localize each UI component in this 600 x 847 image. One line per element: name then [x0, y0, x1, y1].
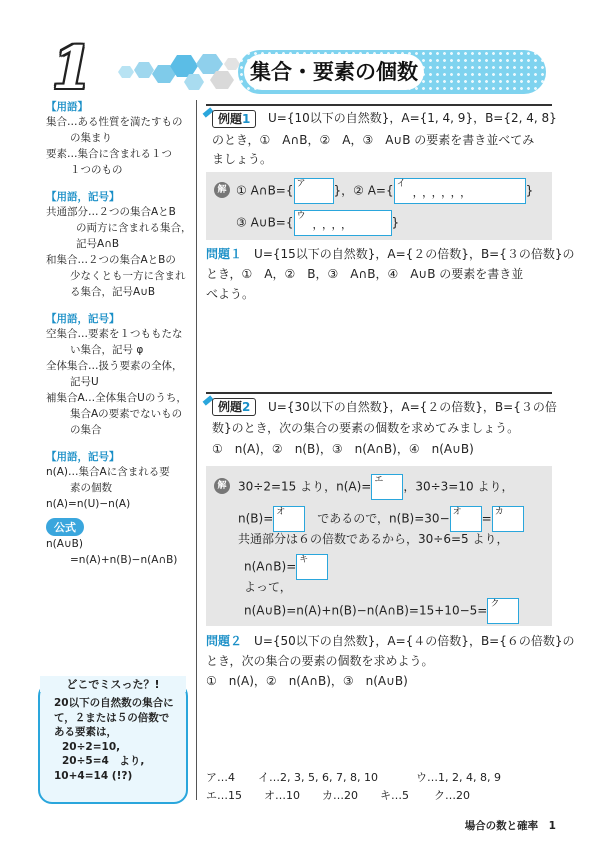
example-text: ましょう。: [212, 152, 273, 166]
badge-text: 例題: [218, 112, 243, 126]
sidebar-line: 補集合A…全体集合Uのうち，: [46, 392, 187, 404]
sidebar-line: 記号U: [70, 376, 99, 388]
solution-text: }: [525, 183, 534, 198]
sidebar-section: [46, 450, 196, 512]
problem-text: とき，① A，② B，③ A∩B，④ A∪B の要素を書き並: [206, 267, 524, 281]
sidebar-line: 素の個数: [70, 482, 112, 494]
solution-text: ，30÷3=10 より，: [403, 479, 514, 494]
answer-item: カ…20: [322, 789, 358, 802]
answer-box-ki[interactable]: [296, 554, 328, 580]
mistake-title: [40, 676, 186, 692]
answer-box-ku[interactable]: [487, 598, 519, 624]
example-text: U={10以下の自然数}，A={1, 4, 9}，B={2, 4, 8}: [268, 111, 557, 125]
mistake-line: 20以下の自然数の集合に: [54, 697, 174, 709]
answer-key: ア: [296, 179, 306, 189]
answer-key-row: [206, 770, 501, 786]
answer-box-ka[interactable]: [492, 506, 524, 532]
solution-text: であるので，n(B)=30−: [317, 511, 450, 526]
sidebar-line: n(A)=n(U)−n(A): [46, 498, 131, 510]
sidebar-line: の両方に含まれる集合，: [76, 222, 192, 234]
sidebar-line: 全体集合…扱う要素の全体，: [46, 360, 183, 372]
example-text: 数}のとき，次の集合の要素の個数を求めてみましょう。: [212, 421, 520, 435]
answer-box-e[interactable]: [371, 474, 403, 500]
answer-item: キ…5: [380, 789, 409, 802]
mistake-body: [54, 696, 174, 783]
hexagon-decoration: [112, 52, 242, 96]
answer-key: イ: [396, 179, 406, 189]
sidebar-line: 共通部分…２つの集合AとB: [46, 206, 176, 218]
mistake-line: ある要素は，: [54, 726, 117, 738]
solution-text: ③ A∪B={: [236, 215, 294, 230]
mistake-line: 10+4=14 (!?): [54, 769, 133, 782]
sidebar-section: [46, 312, 196, 438]
sidebar-line: n(A)…集合Aに含まれる要: [46, 466, 170, 478]
sidebar-line: 記号A∩B: [76, 238, 120, 250]
badge-number: 1: [242, 112, 251, 126]
answer-box-i[interactable]: [394, 178, 526, 204]
solution-text: n(A∩B)=: [244, 559, 297, 574]
example-text: のとき，① A∩B，② A，③ A∪B の要素を書き並べてみ: [212, 133, 535, 147]
formula-badge: 公式: [46, 518, 84, 536]
problem-text: [206, 632, 575, 650]
example-badge: [212, 110, 256, 128]
answer-item: オ…10: [264, 789, 300, 802]
mistake-line: 20÷5=4 より,: [62, 755, 145, 767]
answer-key: ク: [490, 599, 500, 609]
answer-item: イ…2, 3, 5, 6, 7, 8, 10: [258, 771, 378, 784]
badge-number: 2: [242, 400, 251, 414]
answer-item: エ…15: [206, 789, 242, 802]
problem-line: U={15以下の自然数}，A={２の倍数}，B={３の倍数}の: [254, 247, 575, 261]
sidebar-line: 和集合…２つの集合AとBの: [46, 254, 176, 266]
sidebar-section: [46, 190, 196, 300]
answer-box-a[interactable]: [294, 178, 334, 204]
solution-row: [244, 554, 328, 580]
formula-line: n(A∪B): [46, 538, 83, 550]
solution-icon: 解: [214, 478, 230, 494]
sidebar-line: る集合，記号A∪B: [70, 286, 156, 298]
answer-box-o[interactable]: [273, 506, 305, 532]
answer-key: カ: [494, 507, 504, 517]
problem-label: 問題１: [206, 247, 243, 261]
answer-content: ，，，，，，: [412, 186, 476, 199]
answer-key: オ: [276, 507, 286, 517]
page-footer: 場合の数と確率 1: [464, 820, 556, 832]
problem-label: 問題２: [206, 634, 243, 648]
chapter-number: 1: [52, 34, 93, 102]
problem-text: [206, 245, 575, 263]
badge-text: 例題: [218, 400, 243, 414]
sidebar-line: い集合，記号 φ: [70, 344, 144, 356]
answer-key: エ: [374, 475, 384, 485]
section-rule: [206, 392, 552, 394]
answer-key-row: [206, 788, 470, 804]
section-title: 【用語】: [46, 101, 88, 113]
solution-row: [236, 210, 399, 236]
example-text: U={30以下の自然数}，A={２の倍数}，B={３の倍: [268, 400, 557, 414]
solution-text: ① A∩B={: [236, 183, 294, 198]
section-rule: [206, 104, 552, 106]
sidebar-line: 集合…ある性質を満たすもの: [46, 116, 183, 128]
answer-box-u[interactable]: [294, 210, 392, 236]
solution-text: n(B)=: [238, 511, 274, 526]
problem-text: ① n(A)，② n(A∩B)，③ n(A∪B): [206, 674, 408, 688]
section-title: 【用語，記号】: [46, 191, 120, 203]
example-badge: [212, 398, 256, 416]
solution-icon: 解: [214, 182, 230, 198]
solution-row: [244, 598, 519, 624]
answer-box-o2[interactable]: [450, 506, 482, 532]
sidebar-line: 集合Aの要素でないもの: [70, 408, 183, 420]
answer-item: ウ…1, 2, 4, 8, 9: [416, 771, 501, 784]
solution-text: }，② A={: [333, 183, 394, 198]
answer-item: ク…20: [434, 789, 470, 802]
problem-text: べよう。: [206, 287, 255, 301]
sidebar-line: の集まり: [70, 132, 112, 144]
answer-key: ウ: [296, 211, 306, 221]
answer-key: キ: [299, 555, 309, 565]
sidebar-line: 要素…集合に含まれる１つ: [46, 148, 172, 160]
solution-text: 30÷2=15 より，n(A)=: [238, 479, 372, 494]
problem-line: U={50以下の自然数}，A={４の倍数}，B={６の倍数}の: [254, 634, 575, 648]
answer-item: ア…4: [206, 771, 235, 784]
solution-row: [238, 474, 513, 500]
sidebar-section: [46, 100, 196, 178]
sidebar-line: 少なくとも一方に含まれ: [70, 270, 186, 282]
solution-text: 共通部分は６の倍数であるから，30÷6=5 より，: [238, 532, 509, 546]
example-text: ① n(A)，② n(B)，③ n(A∩B)，④ n(A∪B): [212, 442, 474, 456]
mistake-line: て，２または５の倍数で: [54, 711, 170, 724]
problem-text: とき，次の集合の要素の個数を求めよう。: [206, 654, 434, 668]
solution-row: [236, 178, 533, 204]
mistake-title-text: どこでミスった？!: [66, 678, 160, 691]
answer-key: オ: [452, 507, 462, 517]
solution-text: }: [391, 215, 400, 230]
section-title: 【用語，記号】: [46, 451, 120, 463]
chapter-title: 集合・要素の個数: [250, 60, 418, 84]
answer-content: ，，，，: [312, 218, 356, 231]
formula-line: =n(A)+n(B)−n(A∩B): [70, 554, 178, 566]
sidebar-line: 空集合…要素を１つももたな: [46, 328, 183, 340]
solution-text: n(A∪B)=n(A)+n(B)−n(A∩B)=15+10−5=: [244, 603, 488, 618]
solution-text: よって，: [244, 580, 292, 594]
solution-text: =: [481, 511, 492, 526]
section-title: 【用語，記号】: [46, 313, 120, 325]
sidebar-line: の集合: [70, 424, 102, 436]
mistake-callout: [38, 678, 188, 804]
solution-row: [238, 506, 524, 532]
mistake-line: 20÷2=10,: [62, 740, 121, 753]
sidebar-line: １つのもの: [70, 164, 123, 176]
